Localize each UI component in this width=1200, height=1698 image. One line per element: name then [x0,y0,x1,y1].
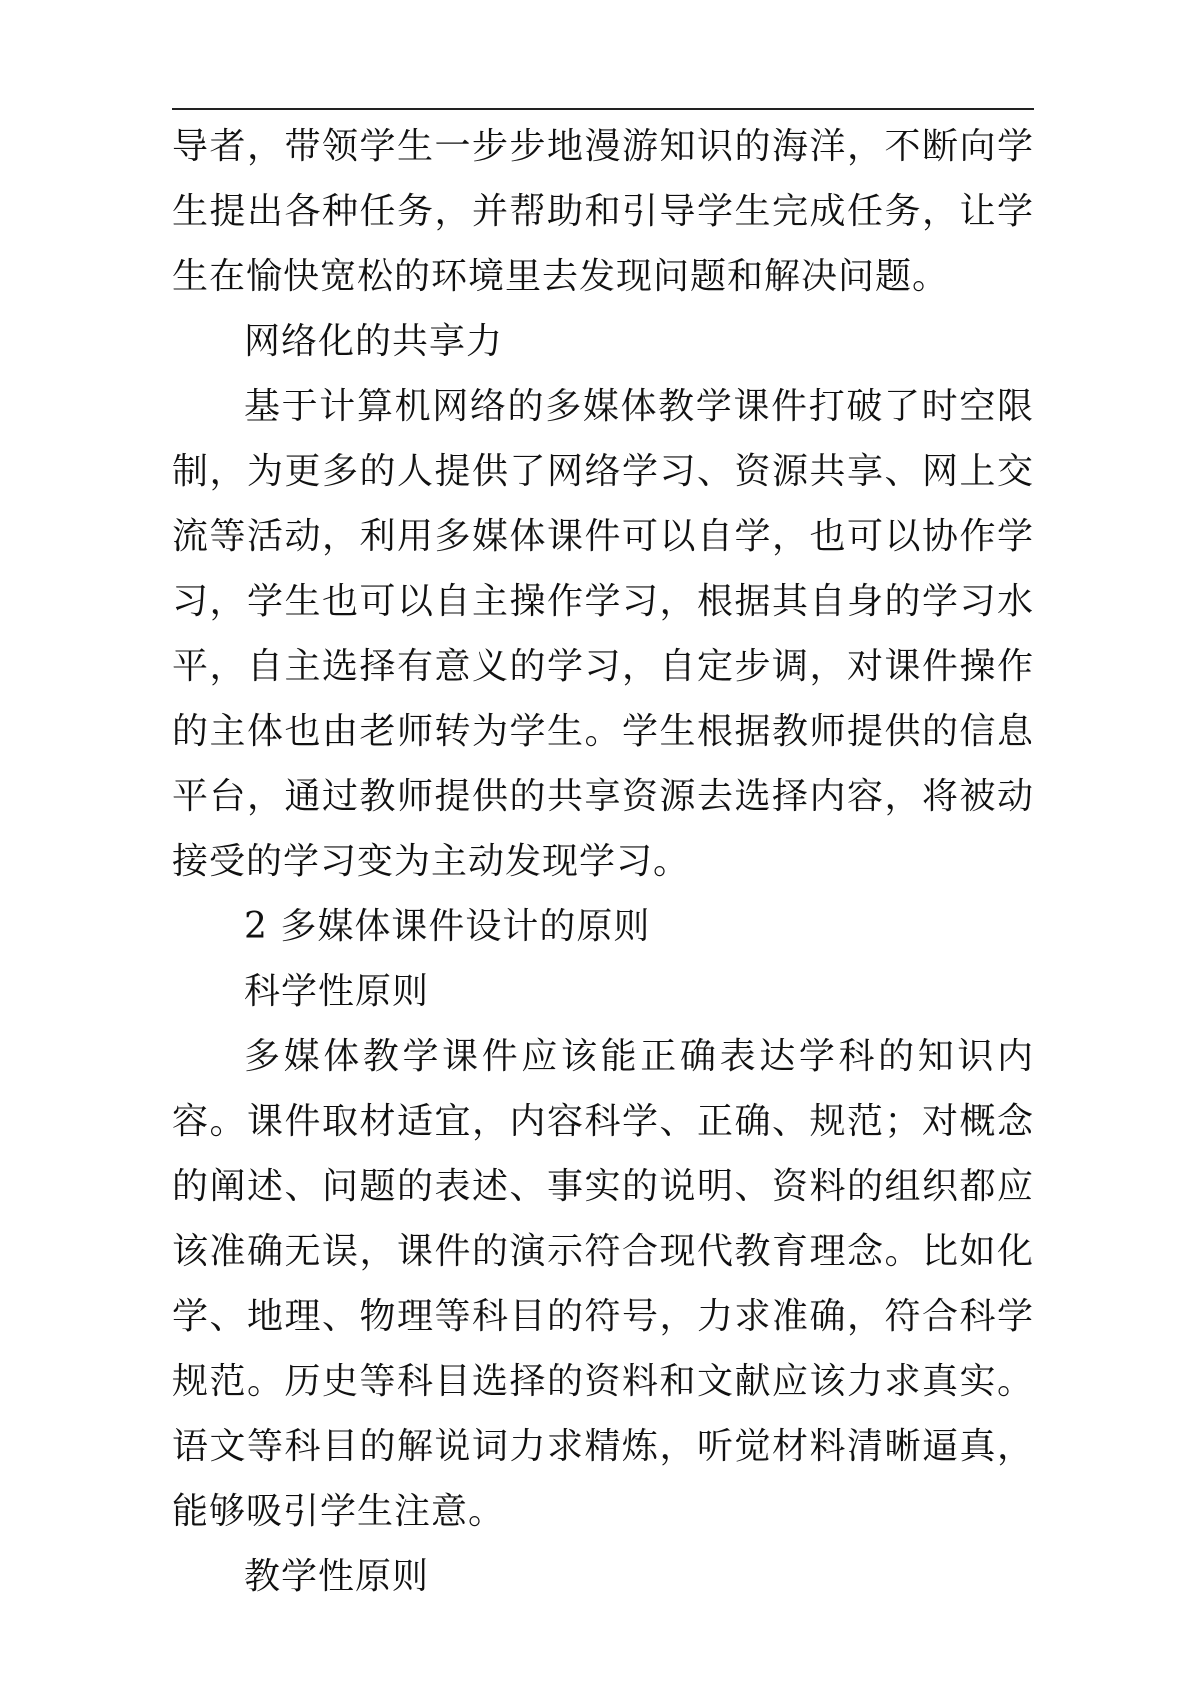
paragraph-continuation: 导者，带领学生一步步地漫游知识的海洋，不断向学生提出各种任务，并帮助和引导学生完成任务，让学生在愉快宽松的环境里去发现问题和解决问题。 [172,126,1034,297]
paragraph-network-sharing: 基于计算机网络的多媒体教学课件打破了时空限制，为更多的人提供了网络学习、资源共享、网上交流等活动，利用多媒体课件可以自学，也可以协作学习，学生也可以自主操作学习，根据其自身的学习水平，自主选择有意义的学习，自定步调，对课件操作的主体也由老师转为学生。学生根据教师提供的信息平台，通过教师提供的共享资源去选择内容，将被动接受的学习变为主动发现学习。 [172,386,1034,882]
section-heading-teaching-principle: 教学性原则 [244,1556,430,1597]
section-heading-scientific-principle: 科学性原则 [244,971,430,1012]
header-rule [172,108,1034,110]
paragraph-scientific-principle: 多媒体教学课件应该能正确表达学科的知识内容。课件取材适宜，内容科学、正确、规范；对概念的阐述、问题的表述、事实的说明、资料的组织都应该准确无误，课件的演示符合现代教育理念。比如化学、地理、物理等科目的符号，力求准确，符合科学规范。历史等科目选择的资料和文献应该力求真实。语文等科目的解说词力求精炼，听觉材料清晰逼真，能够吸引学生注意。 [172,1036,1034,1532]
section-heading-network-sharing: 网络化的共享力 [244,321,504,362]
document-body [172,114,1034,1609]
section-heading-design-principles: 2 多媒体课件设计的原则 [244,906,651,947]
